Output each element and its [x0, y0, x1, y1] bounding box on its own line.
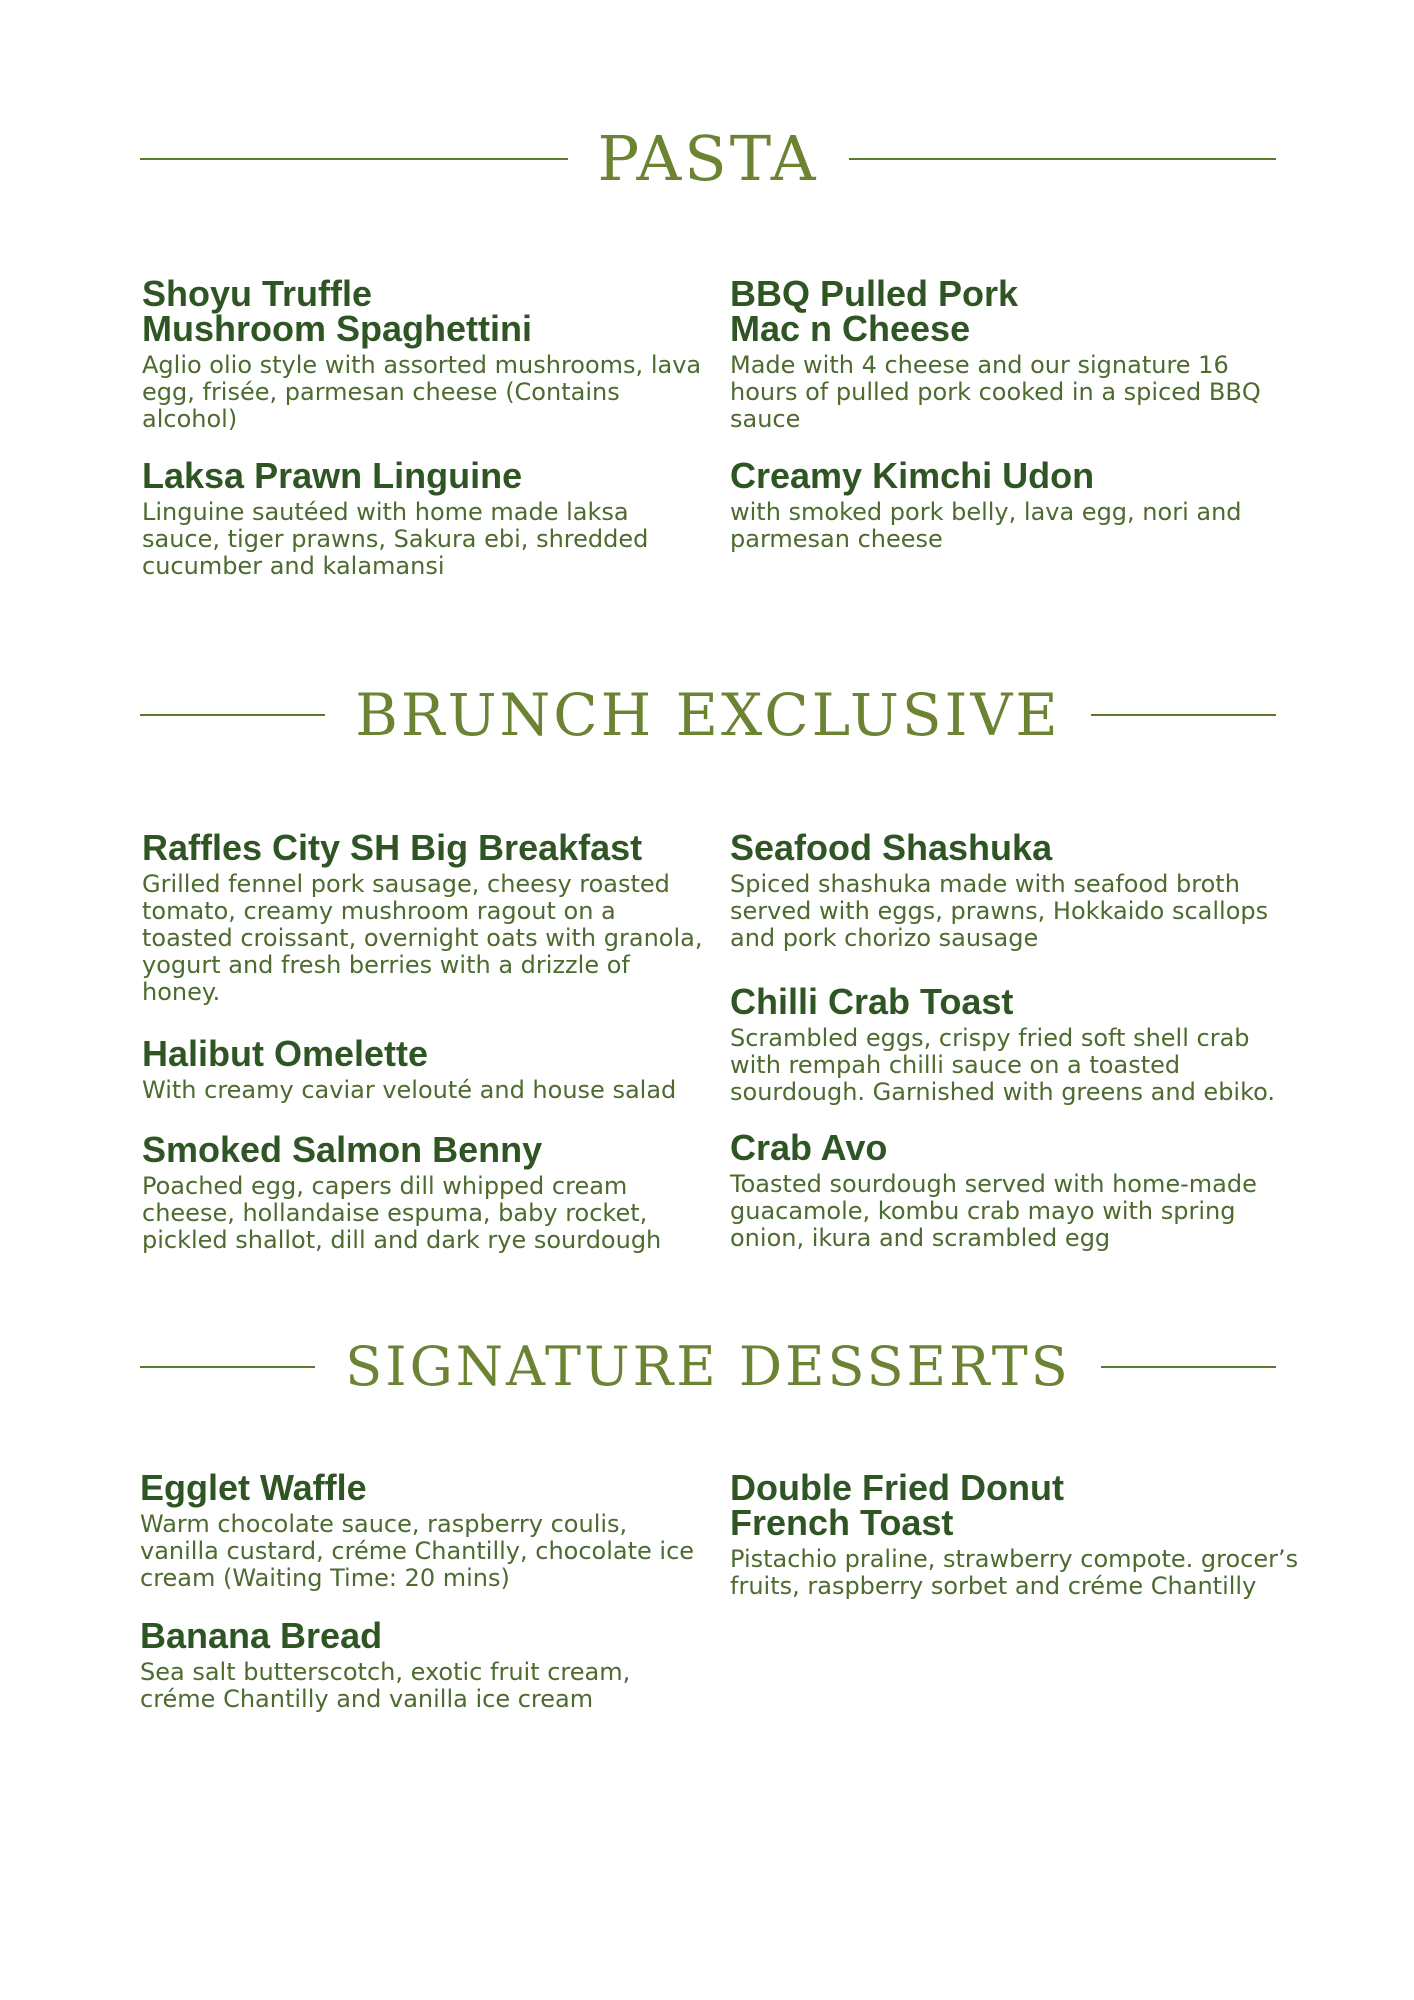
item-name: Egglet Waffle	[140, 1467, 367, 1508]
item-name: Banana Bread	[140, 1615, 383, 1656]
item-description: Warm chocolate sauce, raspberry coulis, vanilla custard, créme Chantilly, chocolate ice cream (Waiting Time: 20 mins)	[140, 1510, 695, 1592]
pasta-header	[140, 122, 1276, 195]
header-rule-right	[1101, 1366, 1276, 1368]
item-description: with smoked pork belly, lava egg, nori and parmesan cheese	[730, 498, 1242, 553]
item-description: Scrambled eggs, crispy fried soft shell crab with rempah chilli sauce on a toasted sourdough. Garnished with greens and ebiko.	[730, 1024, 1276, 1106]
menu-item	[142, 273, 712, 433]
section-title: BRUNCH EXCLUSIVE	[355, 681, 1061, 749]
header-rule-left	[140, 714, 325, 716]
item-name-line: French Toast	[730, 1502, 954, 1543]
brunch-header	[140, 681, 1276, 749]
item-name	[730, 273, 1300, 349]
menu-item	[142, 1129, 712, 1254]
item-name: Crab Avo	[730, 1127, 888, 1168]
item-name: Seafood Shashuka	[730, 827, 1053, 868]
menu-item	[142, 455, 712, 580]
item-description: Toasted sourdough served with home-made guacamole, kombu crab mayo with spring onion, ikura and scrambled egg	[730, 1170, 1257, 1252]
desserts-header	[140, 1335, 1276, 1398]
menu-item	[730, 1127, 1300, 1252]
item-name: Smoked Salmon Benny	[142, 1129, 543, 1170]
menu-item	[730, 1467, 1300, 1600]
item-name	[142, 273, 712, 349]
item-description: Aglio olio style with assorted mushrooms, lava egg, frisée, parmesan cheese (Contains alcohol)	[142, 351, 702, 433]
item-description: Pistachio praline, strawberry compote. grocer’s fruits, raspberry sorbet and créme Chantilly	[730, 1545, 1299, 1600]
item-description: Made with 4 cheese and our signature 16 hours of pulled pork cooked in a spiced BBQ sauce	[730, 351, 1261, 433]
header-rule-right	[849, 158, 1277, 160]
header-rule-left	[140, 1366, 315, 1368]
item-name-line: Double Fried Donut	[730, 1467, 1064, 1508]
item-name-line: Mushroom Spaghettini	[142, 308, 532, 349]
item-name: Chilli Crab Toast	[730, 981, 1014, 1022]
section-title: SIGNATURE DESSERTS	[345, 1335, 1071, 1398]
item-name: Creamy Kimchi Udon	[730, 455, 1095, 496]
header-rule-left	[140, 158, 568, 160]
menu-item	[140, 1467, 710, 1592]
item-name-line: BBQ Pulled Pork	[730, 273, 1019, 314]
item-description: With creamy caviar velouté and house salad	[142, 1076, 677, 1104]
item-name: Raffles City SH Big Breakfast	[142, 827, 643, 868]
section-title: PASTA	[597, 122, 819, 195]
item-description: Spiced shashuka made with seafood broth served with eggs, prawns, Hokkaido scallops and pork chorizo sausage	[730, 870, 1269, 952]
menu-item	[730, 827, 1300, 952]
item-name-line: Shoyu Truffle	[142, 273, 373, 314]
item-name: Halibut Omelette	[142, 1033, 429, 1074]
header-rule-right	[1091, 714, 1276, 716]
menu-item	[142, 1033, 712, 1104]
item-description: Poached egg, capers dill whipped cream cheese, hollandaise espuma, baby rocket, pickled shallot, dill and dark rye sourdough	[142, 1172, 662, 1254]
item-name-line: Mac n Cheese	[730, 308, 971, 349]
menu-item	[140, 1615, 710, 1713]
item-description: Grilled fennel pork sausage, cheesy roasted tomato, creamy mushroom ragout on a toasted croissant, overnight oats with granola, yogurt and fresh berries with a drizzle of honey.	[142, 870, 703, 1006]
menu-item	[730, 273, 1300, 433]
item-name	[730, 1467, 1300, 1543]
menu-item	[730, 981, 1300, 1106]
item-description: Linguine sautéed with home made laksa sauce, tiger prawns, Sakura ebi, shredded cucumber and kalamansi	[142, 498, 649, 580]
menu-item	[142, 827, 712, 1006]
item-description: Sea salt butterscotch, exotic fruit cream, créme Chantilly and vanilla ice cream	[140, 1658, 631, 1713]
item-name: Laksa Prawn Linguine	[142, 455, 523, 496]
menu-item	[730, 455, 1300, 553]
